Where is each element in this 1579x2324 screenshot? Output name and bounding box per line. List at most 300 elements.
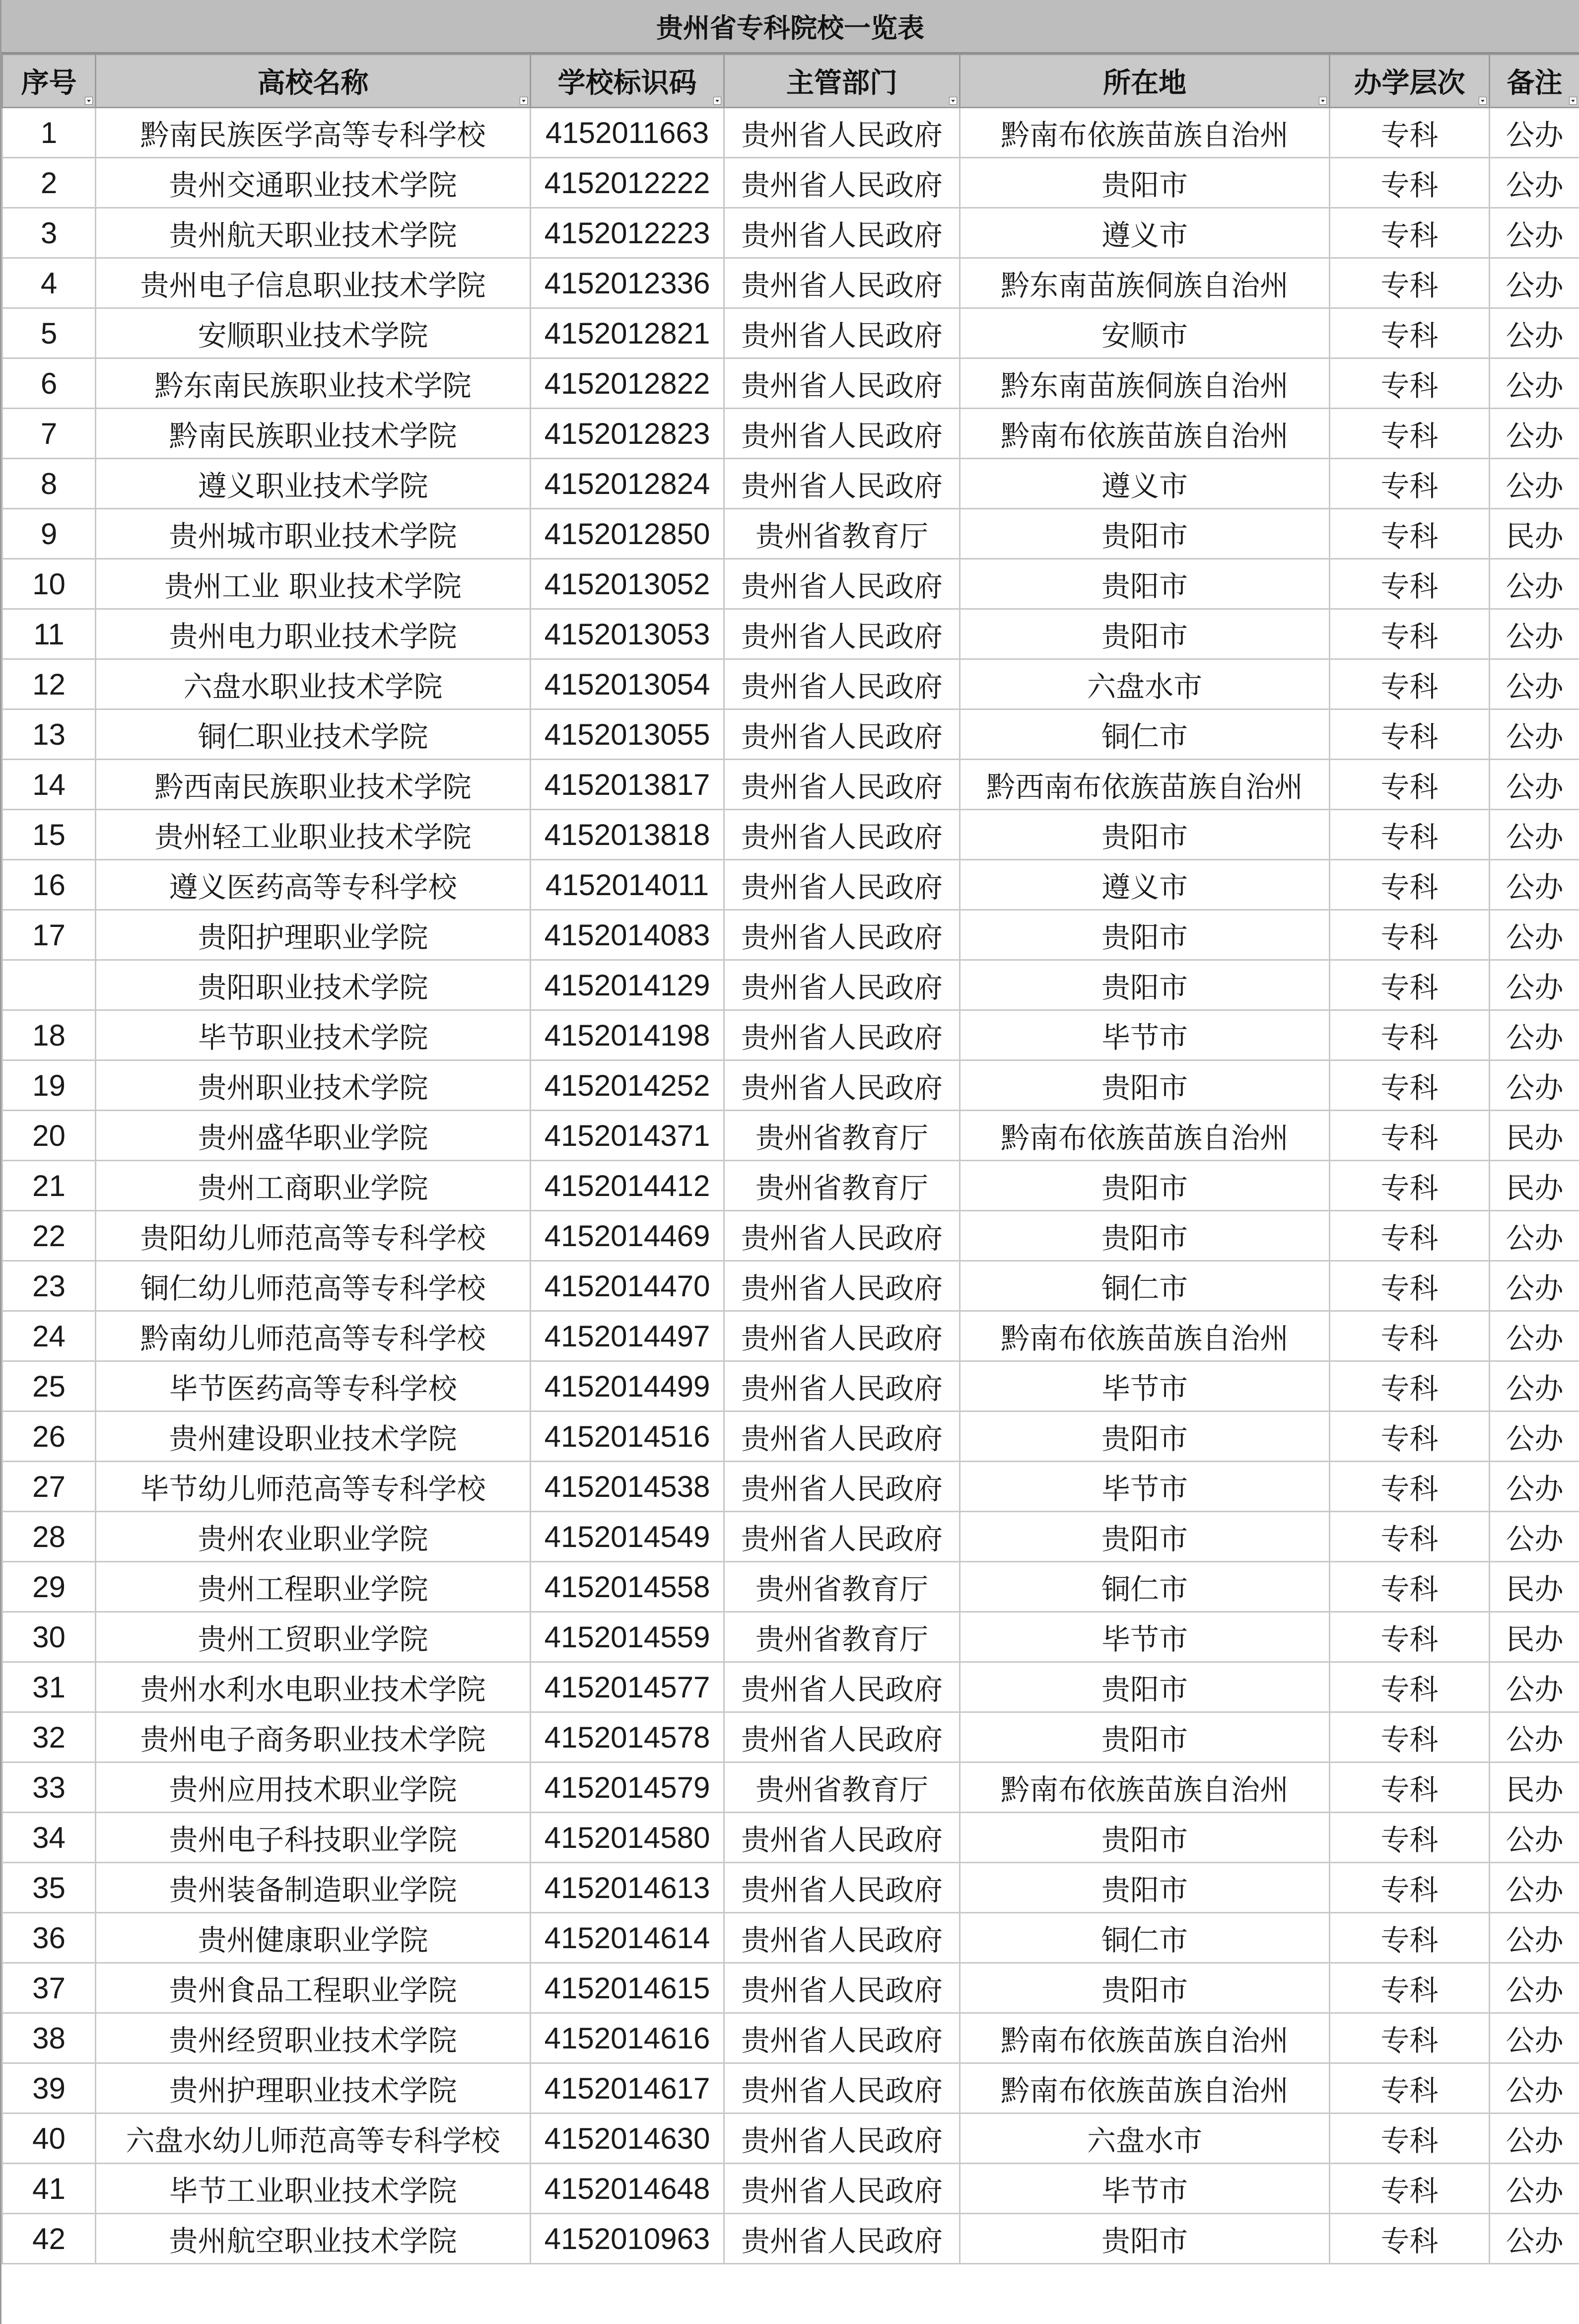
cell-school-name[interactable]: 贵州工贸职业学院	[96, 1612, 531, 1662]
cell-authority[interactable]: 贵州省教育厅	[724, 1762, 960, 1813]
cell-school-code[interactable]: 4152013052	[531, 559, 724, 609]
cell-school-name[interactable]: 贵州电子信息职业技术学院	[96, 258, 531, 308]
cell-level[interactable]: 专科	[1330, 1060, 1490, 1111]
cell-location[interactable]: 贵阳市	[960, 1662, 1330, 1712]
cell-location[interactable]: 黔东南苗族侗族自治州	[960, 258, 1330, 308]
cell-index[interactable]: 15	[2, 810, 96, 860]
cell-level[interactable]: 专科	[1330, 2013, 1490, 2063]
cell-remark[interactable]: 公办	[1490, 2214, 1579, 2264]
cell-index[interactable]: 25	[2, 1361, 96, 1411]
cell-index[interactable]: 14	[2, 760, 96, 810]
cell-index[interactable]: 7	[2, 409, 96, 459]
cell-location[interactable]: 毕节市	[960, 1361, 1330, 1411]
cell-authority[interactable]: 贵州省人民政府	[724, 1211, 960, 1261]
cell-school-name[interactable]: 黔南民族医学高等专科学校	[96, 108, 531, 158]
cell-school-code[interactable]: 4152013054	[531, 659, 724, 709]
cell-level[interactable]: 专科	[1330, 1662, 1490, 1712]
cell-remark[interactable]: 公办	[1490, 1261, 1579, 1311]
cell-index[interactable]: 28	[2, 1512, 96, 1562]
cell-authority[interactable]: 贵州省人民政府	[724, 2113, 960, 2164]
cell-index[interactable]: 31	[2, 1662, 96, 1712]
cell-remark[interactable]: 公办	[1490, 760, 1579, 810]
cell-index[interactable]: 30	[2, 1612, 96, 1662]
cell-location[interactable]: 黔南布依族苗族自治州	[960, 1311, 1330, 1361]
cell-school-name[interactable]: 贵州电力职业技术学院	[96, 609, 531, 659]
cell-school-name[interactable]: 毕节职业技术学院	[96, 1010, 531, 1060]
filter-dropdown-icon[interactable]	[1569, 97, 1577, 105]
cell-school-name[interactable]: 贵州电子商务职业技术学院	[96, 1712, 531, 1762]
cell-location[interactable]: 铜仁市	[960, 709, 1330, 760]
cell-index[interactable]: 22	[2, 1211, 96, 1261]
cell-school-name[interactable]: 贵州城市职业技术学院	[96, 509, 531, 559]
cell-level[interactable]: 专科	[1330, 1111, 1490, 1161]
cell-authority[interactable]: 贵州省人民政府	[724, 1361, 960, 1411]
cell-remark[interactable]: 公办	[1490, 659, 1579, 709]
cell-remark[interactable]: 公办	[1490, 910, 1579, 960]
cell-index[interactable]: 32	[2, 1712, 96, 1762]
cell-school-name[interactable]: 黔东南民族职业技术学院	[96, 358, 531, 409]
cell-authority[interactable]: 贵州省人民政府	[724, 960, 960, 1010]
cell-index[interactable]: 12	[2, 659, 96, 709]
cell-remark[interactable]: 公办	[1490, 1462, 1579, 1512]
cell-level[interactable]: 专科	[1330, 2063, 1490, 2113]
cell-authority[interactable]: 贵州省人民政府	[724, 1512, 960, 1562]
cell-level[interactable]: 专科	[1330, 1963, 1490, 2013]
cell-school-name[interactable]: 贵州护理职业技术学院	[96, 2063, 531, 2113]
cell-school-code[interactable]: 4152014578	[531, 1712, 724, 1762]
cell-level[interactable]: 专科	[1330, 1462, 1490, 1512]
header-level[interactable]	[1330, 55, 1490, 108]
cell-remark[interactable]: 公办	[1490, 158, 1579, 208]
cell-school-code[interactable]: 4152014616	[531, 2013, 724, 2063]
cell-location[interactable]: 黔南布依族苗族自治州	[960, 1762, 1330, 1813]
cell-school-name[interactable]: 遵义职业技术学院	[96, 459, 531, 509]
cell-authority[interactable]: 贵州省人民政府	[724, 1963, 960, 2013]
cell-authority[interactable]: 贵州省人民政府	[724, 659, 960, 709]
cell-school-code[interactable]: 4152014469	[531, 1211, 724, 1261]
cell-remark[interactable]: 公办	[1490, 308, 1579, 358]
cell-school-code[interactable]: 4152012824	[531, 459, 724, 509]
cell-remark[interactable]: 公办	[1490, 960, 1579, 1010]
cell-school-code[interactable]: 4152013818	[531, 810, 724, 860]
cell-school-code[interactable]: 4152013817	[531, 760, 724, 810]
cell-remark[interactable]: 公办	[1490, 1311, 1579, 1361]
cell-school-name[interactable]: 黔南幼儿师范高等专科学校	[96, 1311, 531, 1361]
cell-level[interactable]: 专科	[1330, 1863, 1490, 1913]
cell-authority[interactable]: 贵州省人民政府	[724, 810, 960, 860]
cell-index[interactable]: 11	[2, 609, 96, 659]
cell-school-name[interactable]: 贵州农业职业学院	[96, 1512, 531, 1562]
cell-school-name[interactable]: 贵州应用技术职业学院	[96, 1762, 531, 1813]
cell-location[interactable]: 贵阳市	[960, 1863, 1330, 1913]
cell-school-name[interactable]: 贵州建设职业技术学院	[96, 1411, 531, 1462]
cell-school-name[interactable]: 贵州轻工业职业技术学院	[96, 810, 531, 860]
cell-location[interactable]: 黔西南布依族苗族自治州	[960, 760, 1330, 810]
cell-location[interactable]: 贵阳市	[960, 1060, 1330, 1111]
cell-level[interactable]: 专科	[1330, 2164, 1490, 2214]
cell-school-code[interactable]: 4152014538	[531, 1462, 724, 1512]
cell-school-code[interactable]: 4152014083	[531, 910, 724, 960]
cell-location[interactable]: 黔南布依族苗族自治州	[960, 108, 1330, 158]
cell-school-name[interactable]: 贵州装备制造职业学院	[96, 1863, 531, 1913]
cell-school-code[interactable]: 4152014613	[531, 1863, 724, 1913]
cell-index[interactable]: 23	[2, 1261, 96, 1311]
cell-location[interactable]: 毕节市	[960, 2164, 1330, 2214]
cell-school-name[interactable]: 贵阳幼儿师范高等专科学校	[96, 1211, 531, 1261]
cell-authority[interactable]: 贵州省人民政府	[724, 860, 960, 910]
cell-index[interactable]: 20	[2, 1111, 96, 1161]
cell-index[interactable]: 17	[2, 910, 96, 960]
cell-school-code[interactable]: 4152014630	[531, 2113, 724, 2164]
cell-school-code[interactable]: 4152013053	[531, 609, 724, 659]
cell-level[interactable]: 专科	[1330, 1411, 1490, 1462]
cell-remark[interactable]: 公办	[1490, 2063, 1579, 2113]
cell-location[interactable]: 毕节市	[960, 1010, 1330, 1060]
cell-remark[interactable]: 公办	[1490, 1411, 1579, 1462]
cell-school-code[interactable]: 4152013055	[531, 709, 724, 760]
cell-school-code[interactable]: 4152014549	[531, 1512, 724, 1562]
cell-school-name[interactable]: 贵州电子科技职业学院	[96, 1813, 531, 1863]
cell-index[interactable]: 16	[2, 860, 96, 910]
cell-index[interactable]: 19	[2, 1060, 96, 1111]
cell-index[interactable]: 29	[2, 1562, 96, 1612]
cell-school-code[interactable]: 4152012850	[531, 509, 724, 559]
header-school-code[interactable]	[531, 55, 724, 108]
cell-location[interactable]: 贵阳市	[960, 1211, 1330, 1261]
cell-location[interactable]: 六盘水市	[960, 2113, 1330, 2164]
cell-level[interactable]: 专科	[1330, 659, 1490, 709]
cell-location[interactable]: 贵阳市	[960, 1813, 1330, 1863]
cell-authority[interactable]: 贵州省教育厅	[724, 1161, 960, 1211]
cell-index[interactable]: 4	[2, 258, 96, 308]
cell-location[interactable]: 贵阳市	[960, 509, 1330, 559]
cell-location[interactable]: 遵义市	[960, 459, 1330, 509]
cell-level[interactable]: 专科	[1330, 308, 1490, 358]
cell-school-name[interactable]: 贵州工业 职业技术学院	[96, 559, 531, 609]
cell-authority[interactable]: 贵州省人民政府	[724, 910, 960, 960]
cell-school-code[interactable]: 4152014559	[531, 1612, 724, 1662]
cell-index[interactable]: 36	[2, 1913, 96, 1963]
cell-location[interactable]: 黔南布依族苗族自治州	[960, 2013, 1330, 2063]
cell-school-name[interactable]: 贵州水利水电职业技术学院	[96, 1662, 531, 1712]
header-remark[interactable]	[1490, 55, 1579, 108]
cell-index[interactable]: 41	[2, 2164, 96, 2214]
cell-school-name[interactable]: 贵州航天职业技术学院	[96, 208, 531, 258]
cell-school-code[interactable]: 4152014580	[531, 1813, 724, 1863]
filter-dropdown-icon[interactable]	[1479, 97, 1487, 105]
cell-school-name[interactable]: 六盘水幼儿师范高等专科学校	[96, 2113, 531, 2164]
header-index[interactable]	[2, 55, 96, 108]
cell-remark[interactable]: 公办	[1490, 459, 1579, 509]
filter-dropdown-icon[interactable]	[713, 97, 721, 105]
cell-location[interactable]: 六盘水市	[960, 659, 1330, 709]
cell-school-code[interactable]: 4152012223	[531, 208, 724, 258]
cell-location[interactable]: 遵义市	[960, 208, 1330, 258]
cell-school-code[interactable]: 4152014129	[531, 960, 724, 1010]
cell-school-name[interactable]: 遵义医药高等专科学校	[96, 860, 531, 910]
cell-location[interactable]: 贵阳市	[960, 1411, 1330, 1462]
sheet-title[interactable]: 贵州省专科院校一览表	[1, 0, 1579, 54]
cell-school-code[interactable]: 4152012821	[531, 308, 724, 358]
cell-level[interactable]: 专科	[1330, 810, 1490, 860]
cell-level[interactable]: 专科	[1330, 358, 1490, 409]
filter-dropdown-icon[interactable]	[949, 97, 957, 105]
cell-remark[interactable]: 公办	[1490, 2164, 1579, 2214]
cell-authority[interactable]: 贵州省教育厅	[724, 1612, 960, 1662]
cell-location[interactable]: 贵阳市	[960, 609, 1330, 659]
cell-index[interactable]: 2	[2, 158, 96, 208]
cell-index[interactable]: 13	[2, 709, 96, 760]
cell-school-name[interactable]: 毕节医药高等专科学校	[96, 1361, 531, 1411]
cell-level[interactable]: 专科	[1330, 1813, 1490, 1863]
cell-location[interactable]: 贵阳市	[960, 2214, 1330, 2264]
cell-level[interactable]: 专科	[1330, 960, 1490, 1010]
cell-authority[interactable]: 贵州省人民政府	[724, 1913, 960, 1963]
cell-school-code[interactable]: 4152014470	[531, 1261, 724, 1311]
cell-school-name[interactable]: 毕节工业职业技术学院	[96, 2164, 531, 2214]
cell-authority[interactable]: 贵州省人民政府	[724, 1813, 960, 1863]
cell-index[interactable]: 9	[2, 509, 96, 559]
cell-school-name[interactable]: 黔西南民族职业技术学院	[96, 760, 531, 810]
cell-index[interactable]: 3	[2, 208, 96, 258]
cell-level[interactable]: 专科	[1330, 1261, 1490, 1311]
cell-level[interactable]: 专科	[1330, 108, 1490, 158]
cell-remark[interactable]: 民办	[1490, 1612, 1579, 1662]
filter-dropdown-icon[interactable]	[85, 97, 93, 105]
cell-authority[interactable]: 贵州省人民政府	[724, 1010, 960, 1060]
cell-level[interactable]: 专科	[1330, 158, 1490, 208]
cell-school-code[interactable]: 4152012822	[531, 358, 724, 409]
cell-school-name[interactable]: 六盘水职业技术学院	[96, 659, 531, 709]
cell-index[interactable]: 42	[2, 2214, 96, 2264]
cell-authority[interactable]: 贵州省人民政府	[724, 258, 960, 308]
cell-school-code[interactable]: 4152014198	[531, 1010, 724, 1060]
cell-authority[interactable]: 贵州省人民政府	[724, 1060, 960, 1111]
cell-school-name[interactable]: 铜仁职业技术学院	[96, 709, 531, 760]
cell-authority[interactable]: 贵州省人民政府	[724, 2063, 960, 2113]
cell-location[interactable]: 贵阳市	[960, 960, 1330, 1010]
cell-index[interactable]: 33	[2, 1762, 96, 1813]
cell-remark[interactable]: 公办	[1490, 258, 1579, 308]
cell-authority[interactable]: 贵州省人民政府	[724, 1261, 960, 1311]
cell-authority[interactable]: 贵州省人民政府	[724, 1662, 960, 1712]
cell-index[interactable]: 38	[2, 2013, 96, 2063]
cell-remark[interactable]: 公办	[1490, 1010, 1579, 1060]
cell-index[interactable]: 8	[2, 459, 96, 509]
cell-location[interactable]: 贵阳市	[960, 910, 1330, 960]
cell-school-code[interactable]: 4152014558	[531, 1562, 724, 1612]
cell-school-code[interactable]: 4152014011	[531, 860, 724, 910]
header-location[interactable]	[960, 55, 1330, 108]
cell-index[interactable]: 24	[2, 1311, 96, 1361]
cell-level[interactable]: 专科	[1330, 1562, 1490, 1612]
cell-remark[interactable]: 公办	[1490, 409, 1579, 459]
cell-location[interactable]: 安顺市	[960, 308, 1330, 358]
cell-authority[interactable]: 贵州省人民政府	[724, 709, 960, 760]
cell-school-name[interactable]: 黔南民族职业技术学院	[96, 409, 531, 459]
cell-remark[interactable]: 民办	[1490, 1762, 1579, 1813]
filter-dropdown-icon[interactable]	[520, 97, 528, 105]
cell-school-code[interactable]: 4152014617	[531, 2063, 724, 2113]
cell-authority[interactable]: 贵州省人民政府	[724, 760, 960, 810]
cell-level[interactable]: 专科	[1330, 208, 1490, 258]
cell-authority[interactable]: 贵州省人民政府	[724, 208, 960, 258]
cell-authority[interactable]: 贵州省人民政府	[724, 308, 960, 358]
cell-location[interactable]: 贵阳市	[960, 559, 1330, 609]
cell-location[interactable]: 铜仁市	[960, 1562, 1330, 1612]
cell-remark[interactable]: 公办	[1490, 2013, 1579, 2063]
cell-authority[interactable]: 贵州省人民政府	[724, 2013, 960, 2063]
cell-level[interactable]: 专科	[1330, 760, 1490, 810]
cell-index[interactable]: 27	[2, 1462, 96, 1512]
cell-school-name[interactable]: 贵州工商职业学院	[96, 1161, 531, 1211]
cell-level[interactable]: 专科	[1330, 2113, 1490, 2164]
cell-authority[interactable]: 贵州省人民政府	[724, 158, 960, 208]
cell-location[interactable]: 贵阳市	[960, 810, 1330, 860]
cell-level[interactable]: 专科	[1330, 1311, 1490, 1361]
cell-level[interactable]: 专科	[1330, 1361, 1490, 1411]
cell-location[interactable]: 贵阳市	[960, 1161, 1330, 1211]
cell-school-code[interactable]: 4152010963	[531, 2214, 724, 2264]
cell-remark[interactable]: 公办	[1490, 709, 1579, 760]
cell-level[interactable]: 专科	[1330, 1512, 1490, 1562]
cell-authority[interactable]: 贵州省人民政府	[724, 1863, 960, 1913]
cell-remark[interactable]: 公办	[1490, 1863, 1579, 1913]
cell-level[interactable]: 专科	[1330, 1211, 1490, 1261]
cell-index[interactable]: 40	[2, 2113, 96, 2164]
cell-authority[interactable]: 贵州省教育厅	[724, 1111, 960, 1161]
cell-school-name[interactable]: 贵州经贸职业技术学院	[96, 2013, 531, 2063]
cell-remark[interactable]: 公办	[1490, 1913, 1579, 1963]
cell-authority[interactable]: 贵州省人民政府	[724, 1311, 960, 1361]
cell-index[interactable]: 6	[2, 358, 96, 409]
cell-authority[interactable]: 贵州省人民政府	[724, 559, 960, 609]
cell-school-name[interactable]: 贵州航空职业技术学院	[96, 2214, 531, 2264]
cell-level[interactable]: 专科	[1330, 609, 1490, 659]
cell-authority[interactable]: 贵州省教育厅	[724, 509, 960, 559]
cell-level[interactable]: 专科	[1330, 709, 1490, 760]
cell-authority[interactable]: 贵州省人民政府	[724, 609, 960, 659]
cell-school-name[interactable]: 贵州盛华职业学院	[96, 1111, 531, 1161]
cell-level[interactable]: 专科	[1330, 1010, 1490, 1060]
cell-school-code[interactable]: 4152014577	[531, 1662, 724, 1712]
cell-level[interactable]: 专科	[1330, 1913, 1490, 1963]
cell-authority[interactable]: 贵州省人民政府	[724, 459, 960, 509]
cell-remark[interactable]: 公办	[1490, 1963, 1579, 2013]
cell-location[interactable]: 毕节市	[960, 1462, 1330, 1512]
filter-dropdown-icon[interactable]	[1319, 97, 1327, 105]
cell-school-name[interactable]: 铜仁幼儿师范高等专科学校	[96, 1261, 531, 1311]
cell-level[interactable]: 专科	[1330, 459, 1490, 509]
cell-location[interactable]: 贵阳市	[960, 158, 1330, 208]
cell-remark[interactable]: 公办	[1490, 358, 1579, 409]
cell-location[interactable]: 贵阳市	[960, 1512, 1330, 1562]
cell-school-name[interactable]: 贵州健康职业学院	[96, 1913, 531, 1963]
cell-index[interactable]: 37	[2, 1963, 96, 2013]
cell-remark[interactable]: 民办	[1490, 1161, 1579, 1211]
cell-level[interactable]: 专科	[1330, 1712, 1490, 1762]
cell-school-code[interactable]: 4152014371	[531, 1111, 724, 1161]
cell-level[interactable]: 专科	[1330, 1762, 1490, 1813]
cell-remark[interactable]: 公办	[1490, 1662, 1579, 1712]
cell-school-code[interactable]: 4152014615	[531, 1963, 724, 2013]
cell-authority[interactable]: 贵州省人民政府	[724, 108, 960, 158]
cell-school-name[interactable]: 贵阳职业技术学院	[96, 960, 531, 1010]
cell-location[interactable]: 铜仁市	[960, 1913, 1330, 1963]
cell-location[interactable]: 毕节市	[960, 1612, 1330, 1662]
cell-location[interactable]: 遵义市	[960, 860, 1330, 910]
cell-school-name[interactable]: 贵州工程职业学院	[96, 1562, 531, 1612]
cell-index[interactable]: 39	[2, 2063, 96, 2113]
cell-school-code[interactable]: 4152012336	[531, 258, 724, 308]
cell-remark[interactable]: 公办	[1490, 1361, 1579, 1411]
cell-authority[interactable]: 贵州省人民政府	[724, 2214, 960, 2264]
cell-remark[interactable]: 公办	[1490, 559, 1579, 609]
cell-authority[interactable]: 贵州省人民政府	[724, 358, 960, 409]
header-authority[interactable]	[724, 55, 960, 108]
cell-index[interactable]: 35	[2, 1863, 96, 1913]
cell-location[interactable]: 黔南布依族苗族自治州	[960, 409, 1330, 459]
cell-school-code[interactable]: 4152014252	[531, 1060, 724, 1111]
cell-authority[interactable]: 贵州省人民政府	[724, 1411, 960, 1462]
cell-level[interactable]: 专科	[1330, 910, 1490, 960]
cell-remark[interactable]: 公办	[1490, 810, 1579, 860]
cell-location[interactable]: 贵阳市	[960, 1712, 1330, 1762]
cell-remark[interactable]: 公办	[1490, 108, 1579, 158]
cell-school-code[interactable]: 4152014579	[531, 1762, 724, 1813]
cell-location[interactable]: 黔南布依族苗族自治州	[960, 2063, 1330, 2113]
cell-location[interactable]: 黔南布依族苗族自治州	[960, 1111, 1330, 1161]
cell-level[interactable]: 专科	[1330, 2214, 1490, 2264]
cell-remark[interactable]: 民办	[1490, 509, 1579, 559]
cell-school-code[interactable]: 4152014412	[531, 1161, 724, 1211]
cell-index[interactable]: 10	[2, 559, 96, 609]
cell-school-code[interactable]: 4152012823	[531, 409, 724, 459]
cell-level[interactable]: 专科	[1330, 509, 1490, 559]
cell-level[interactable]: 专科	[1330, 409, 1490, 459]
cell-school-name[interactable]: 贵阳护理职业学院	[96, 910, 531, 960]
cell-authority[interactable]: 贵州省人民政府	[724, 1712, 960, 1762]
cell-authority[interactable]: 贵州省人民政府	[724, 1462, 960, 1512]
cell-school-name[interactable]: 贵州职业技术学院	[96, 1060, 531, 1111]
cell-level[interactable]: 专科	[1330, 1612, 1490, 1662]
cell-level[interactable]: 专科	[1330, 860, 1490, 910]
cell-index[interactable]: 26	[2, 1411, 96, 1462]
cell-school-code[interactable]: 4152011663	[531, 108, 724, 158]
cell-school-code[interactable]: 4152014497	[531, 1311, 724, 1361]
cell-school-name[interactable]: 贵州交通职业技术学院	[96, 158, 531, 208]
cell-school-name[interactable]: 安顺职业技术学院	[96, 308, 531, 358]
cell-level[interactable]: 专科	[1330, 1161, 1490, 1211]
cell-authority[interactable]: 贵州省人民政府	[724, 2164, 960, 2214]
cell-location[interactable]: 贵阳市	[960, 1963, 1330, 2013]
cell-school-name[interactable]: 贵州食品工程职业学院	[96, 1963, 531, 2013]
cell-index[interactable]: 18	[2, 1010, 96, 1060]
cell-remark[interactable]: 公办	[1490, 1813, 1579, 1863]
cell-school-code[interactable]: 4152014648	[531, 2164, 724, 2214]
cell-remark[interactable]: 公办	[1490, 1712, 1579, 1762]
cell-remark[interactable]: 公办	[1490, 860, 1579, 910]
cell-index[interactable]: 5	[2, 308, 96, 358]
cell-index[interactable]: 21	[2, 1161, 96, 1211]
cell-remark[interactable]: 公办	[1490, 208, 1579, 258]
cell-remark[interactable]: 公办	[1490, 609, 1579, 659]
cell-school-code[interactable]: 4152014499	[531, 1361, 724, 1411]
cell-level[interactable]: 专科	[1330, 258, 1490, 308]
cell-school-code[interactable]: 4152012222	[531, 158, 724, 208]
cell-remark[interactable]: 民办	[1490, 1562, 1579, 1612]
cell-authority[interactable]: 贵州省人民政府	[724, 409, 960, 459]
